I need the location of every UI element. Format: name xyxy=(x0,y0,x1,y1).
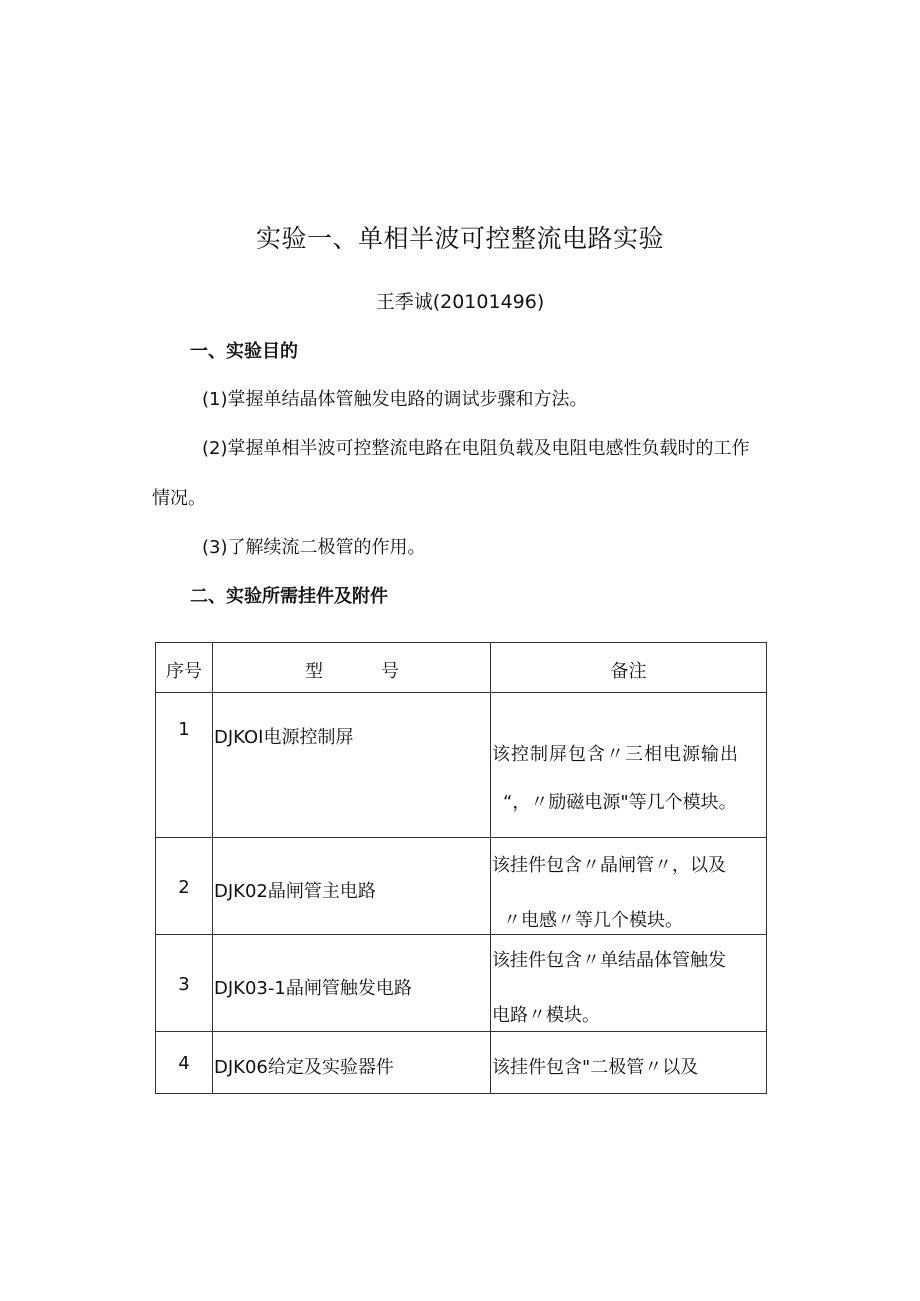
row-3-note-cell xyxy=(491,935,767,1032)
header-model-label-2: 号 xyxy=(381,661,399,682)
section-heading-objectives: 一、实验目的 xyxy=(190,341,298,362)
row-4-no: 4 xyxy=(178,1053,190,1074)
page-title: 实验一、单相半波可控整流电路实验 xyxy=(255,224,664,253)
row-3-note-line-2: 电路〃模块。 xyxy=(492,1005,600,1026)
objective-item-2-cont: 情况。 xyxy=(152,488,206,509)
row-2-note-cell xyxy=(491,838,767,935)
header-note-label: 备注 xyxy=(610,661,647,682)
objective-item-1: (1)掌握单结晶体管触发电路的调试步骤和方法。 xyxy=(202,389,588,410)
table-row xyxy=(156,935,767,1032)
header-cell-no xyxy=(156,643,213,693)
row-2-no: 2 xyxy=(178,877,190,898)
header-cell-model xyxy=(213,643,491,693)
header-cell-note xyxy=(491,643,767,693)
row-1-model-cell xyxy=(213,693,491,838)
row-1-note-line-2: “，〃励磁电源"等几个模块。 xyxy=(503,792,737,813)
row-2-model-cell xyxy=(213,838,491,935)
section-heading-equipment: 二、实验所需挂件及附件 xyxy=(190,586,388,607)
row-3-model-cell xyxy=(213,935,491,1032)
row-3-no: 3 xyxy=(178,974,190,995)
author-line: 王季诚(20101496) xyxy=(375,291,545,313)
table-row xyxy=(156,693,767,838)
table-row xyxy=(156,838,767,935)
table-row xyxy=(156,1032,767,1094)
row-1-model: DJKOI电源控制屏 xyxy=(214,727,354,748)
row-4-model: DJK06给定及实验器件 xyxy=(214,1057,394,1078)
row-1-no: 1 xyxy=(178,719,190,740)
row-1-no-cell xyxy=(156,693,213,838)
row-3-model: DJK03-1晶闸管触发电路 xyxy=(214,978,412,999)
row-4-model-cell xyxy=(213,1032,491,1094)
header-model-label-1: 型 xyxy=(305,661,323,682)
table-header-row xyxy=(156,643,767,693)
header-no-label: 序号 xyxy=(166,661,202,682)
row-3-note-line-1: 该挂件包含〃单结晶体管触发 xyxy=(492,950,726,971)
row-4-no-cell xyxy=(156,1032,213,1094)
objective-item-3: (3)了解续流二极管的作用。 xyxy=(202,537,426,558)
row-3-no-cell xyxy=(156,935,213,1032)
row-4-note-line-1: 该挂件包含"二极管〃以及 xyxy=(492,1057,699,1078)
equipment-table xyxy=(155,642,767,1094)
row-2-model: DJK02晶闸管主电路 xyxy=(214,881,376,902)
row-1-note-cell xyxy=(491,693,767,838)
row-4-note-cell xyxy=(491,1032,767,1094)
objective-item-2: (2)掌握单相半波可控整流电路在电阻负载及电阻电感性负载时的工作 xyxy=(202,438,750,459)
row-2-note-line-2: 〃电感〃等几个模块。 xyxy=(503,910,683,931)
row-1-note-line-1: 该控制屏包含〃三相电源输出 xyxy=(492,744,739,765)
row-2-no-cell xyxy=(156,838,213,935)
row-2-note-line-1: 该挂件包含〃晶闸管〃，以及 xyxy=(492,855,726,876)
